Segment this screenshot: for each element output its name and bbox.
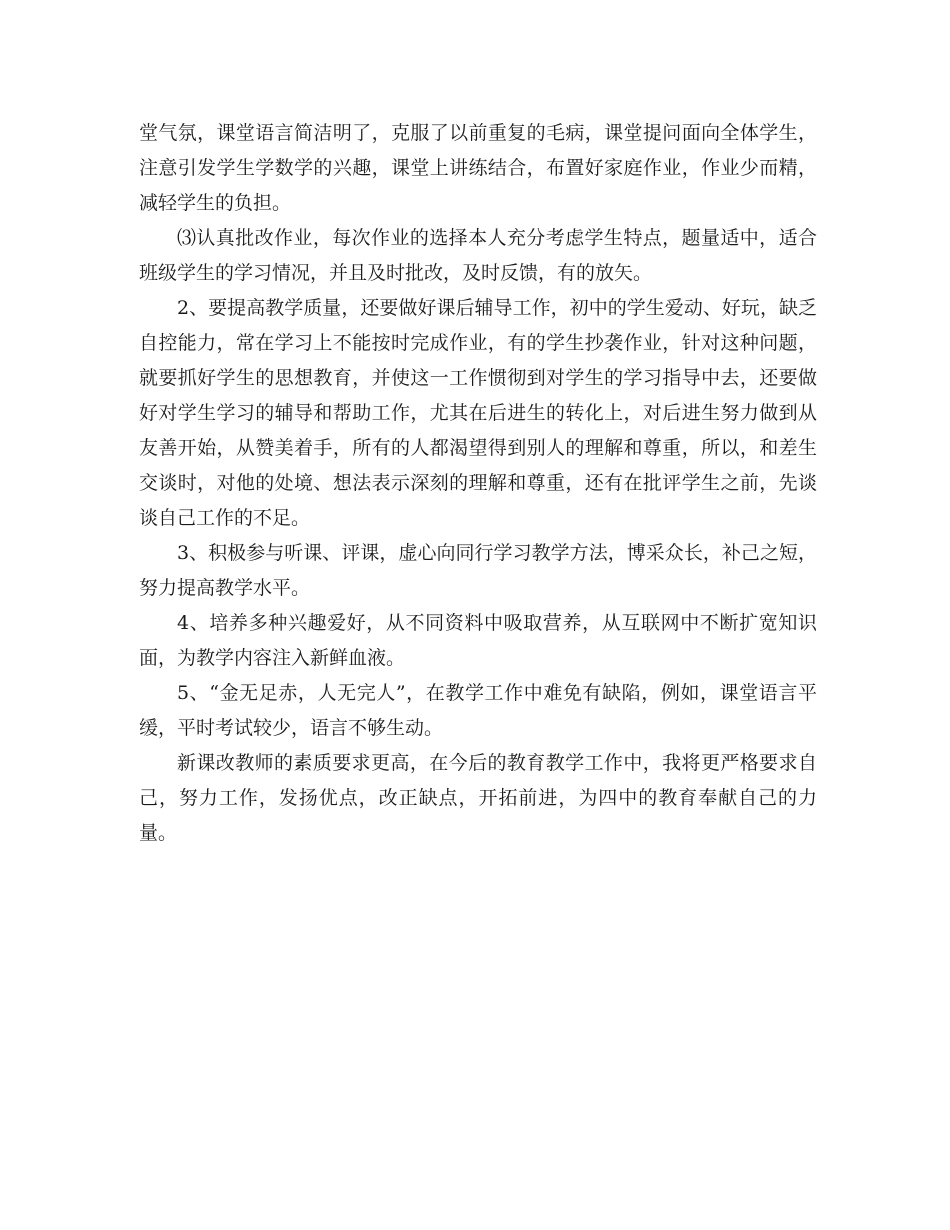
paragraph-interests: 4、培养多种兴趣爱好，从不同资料中吸取营养，从互联网中不断扩宽知识面，为教学内容注入新鲜血液。	[139, 612, 817, 669]
document-body	[139, 116, 817, 851]
paragraph-tutoring: 2、要提高教学质量，还要做好课后辅导工作，初中的学生爱动、好玩，缺乏自控能力，常在学习上不能按时完成作业，有的学生抄袭作业，针对这种问题，就要抓好学生的思想教育，并使这一工作惯彻到对学生的学习指导中去，还要做好对学生学习的辅导和帮助工作，尤其在后进生的转化上，对后进生努力做到从友善开始，从赞美着手，所有的人都渴望得到别人的理解和尊重，所以，和差生交谈时，对他的处境、想法表示深刻的理解和尊重，还有在批评学生之前，先谈谈自己工作的不足。	[139, 297, 817, 529]
paragraph-homework-correction: ⑶认真批改作业，每次作业的选择本人充分考虑学生特点，题量适中，适合班级学生的学习情况，并且及时批改，及时反馈，有的放矢。	[139, 227, 817, 284]
paragraph-shortcomings: 5、“金无足赤，人无完人”，在教学工作中难免有缺陷，例如，课堂语言平缓，平时考试较少，语言不够生动。	[139, 682, 817, 739]
paragraph-conclusion: 新课改教师的素质要求更高，在今后的教育教学工作中，我将更严格要求自己，努力工作，发扬优点，改正缺点，开拓前进，为四中的教育奉献自己的力量。	[139, 752, 817, 844]
paragraph-lesson-observation: 3、积极参与听课、评课，虚心向同行学习教学方法，博采众长，补己之短，努力提高教学水平。	[139, 542, 817, 599]
paragraph-classroom-atmosphere: 堂气氛，课堂语言简洁明了，克服了以前重复的毛病，课堂提问面向全体学生，注意引发学生学数学的兴趣，课堂上讲练结合，布置好家庭作业，作业少而精，减轻学生的负担。	[139, 122, 817, 214]
